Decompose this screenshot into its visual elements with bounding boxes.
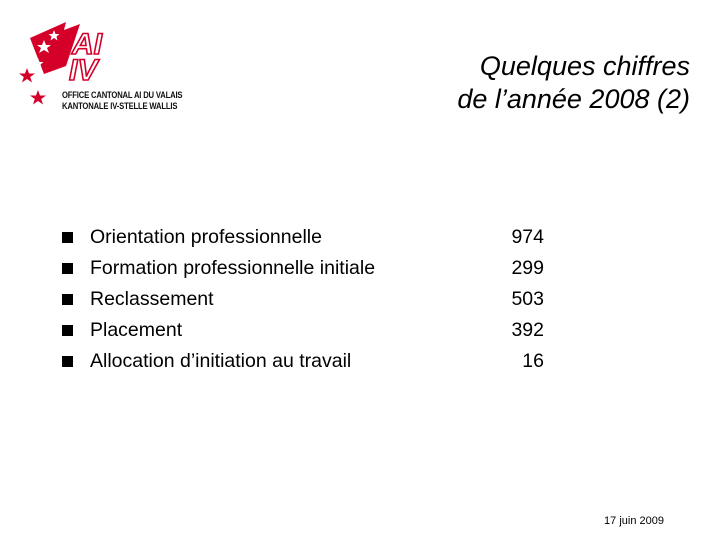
logo-iv-letters: IV [69,54,98,87]
stat-label: Allocation d’initiation au travail [90,350,352,372]
stat-value: 503 [511,288,544,310]
square-bullet-icon [62,325,73,336]
logo-org-line2: KANTONALE IV-STELLE WALLIS [62,101,178,111]
page-title [457,50,690,116]
square-bullet-icon [62,356,73,367]
stat-label: Orientation professionnelle [90,226,322,248]
page-title-line1: Quelques chiffres [479,51,690,81]
stat-label: Formation professionnelle initiale [90,257,376,279]
stat-value: 974 [511,226,544,248]
square-bullet-icon [62,294,73,305]
page-title-line2: de l’année 2008 (2) [457,84,690,114]
square-bullet-icon [62,263,73,274]
logo-org-name [62,90,204,112]
logo-org-line1: OFFICE CANTONAL AI DU VALAIS [62,90,183,100]
stat-label: Reclassement [90,288,214,310]
stat-value: 16 [522,350,544,372]
stat-value: 299 [511,257,544,279]
stat-label: Placement [90,319,183,341]
square-bullet-icon [62,232,73,243]
logo-ai-letters: AI [72,28,102,61]
stat-value: 392 [511,319,544,341]
ai-iv-logo [14,18,204,124]
footer-date: 17 juin 2009 [604,515,664,527]
